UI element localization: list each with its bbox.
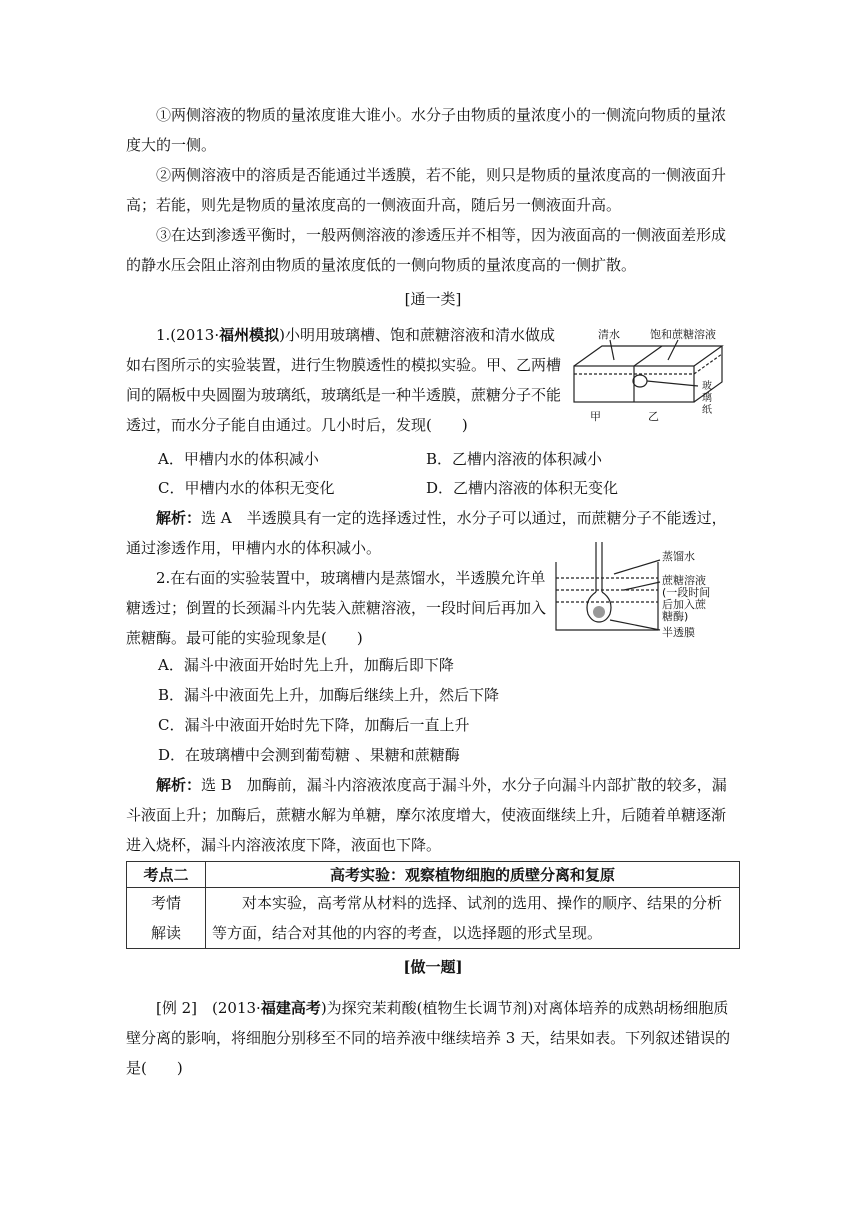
intro-paragraph-3: ③在达到渗透平衡时，一般两侧溶液的渗透压并不相等，因为液面高的一侧液面差形成的静水压会阻止溶剂由物质的量浓度低的一侧向物质的量浓度高的一侧扩散。 — [126, 226, 727, 274]
question-2-option-a: A．漏斗中液面开始时先上升，加酶后即下降 — [158, 656, 454, 674]
fig1-label-paper-3: 纸 — [702, 405, 712, 416]
question-1-option-c: C．甲槽内水的体积无变化 — [158, 479, 335, 497]
question-2-analysis — [126, 770, 740, 860]
question-1-option-a: A．甲槽内水的体积减小 — [158, 450, 319, 468]
fig1-label-paper-2: 璃 — [702, 393, 712, 404]
fig1-label-yi: 乙 — [648, 410, 659, 423]
fig1-label-paper-1: 玻 — [702, 381, 712, 392]
fig2-label-sucrose-3: 后加入蔗 — [662, 598, 706, 611]
question-1-analysis-label: 解析： — [156, 509, 202, 527]
question-2-analysis-text: 选 B 加酶前，漏斗内溶液浓度高于漏斗外，水分子向漏斗内部扩散的较多，漏斗液面上升；加酶后，蔗糖水解为单糖，摩尔浓度增大，使液面继续上升，后随着单糖逐渐进入烧杯，漏斗内溶液浓度下降，液面也下降。 — [126, 776, 727, 854]
exam-analysis-side-1: 考情 — [150, 894, 181, 912]
exam-point-label: 考点二 — [127, 862, 206, 888]
fig1-label-sucrose: 饱和蔗糖溶液 — [650, 328, 716, 341]
question-2-option-b: B．漏斗中液面先上升，加酶后继续上升，然后下降 — [158, 686, 500, 704]
question-1-text: )小明用玻璃槽、饱和蔗糖溶液和清水做成如右图所示的实验装置，进行生物膜透性的模拟实验。甲、乙两槽间的隔板中央圆圈为玻璃纸，玻璃纸是一种半透膜，蔗糖分子不能透过，而水分子能自由通过。几小时后，发现( ) — [126, 326, 562, 434]
question-1-option-b: B．乙槽内溶液的体积减小 — [426, 450, 603, 468]
fig1-label-jia: 甲 — [590, 410, 601, 423]
example-2-source: 福建高考 — [260, 999, 321, 1017]
question-1-prefix: 1.(2013· — [156, 326, 220, 344]
intro-paragraph-1: ①两侧溶液的物质的量浓度谁大谁小。水分子由物质的量浓度小的一侧流向物质的量浓度大的一侧。 — [126, 106, 727, 154]
example-2-prefix: [例 2] (2013· — [156, 999, 261, 1017]
question-1-stem — [126, 320, 566, 440]
fig2-label-sucrose-1: 蔗糖溶液 — [662, 574, 706, 587]
example-2-stem — [126, 993, 740, 1083]
question-1-source: 福州模拟 — [219, 326, 280, 344]
question-1-analysis-text: 选 A 半透膜具有一定的选择透过性，水分子可以通过，而蔗糖分子不能透过，通过渗透作用，甲槽内水的体积减小。 — [126, 509, 727, 557]
exam-analysis-content: 对本实验，高考常从材料的选择、试剂的选用、操作的顺序、结果的分析等方面，结合对其他的内容的考查，以选择题的形式呈现。 — [206, 888, 740, 949]
exam-analysis-side-2: 解读 — [150, 924, 181, 942]
figure-glass-trough — [568, 326, 748, 426]
figure-funnel-apparatus — [548, 540, 748, 640]
fig2-label-sucrose-2: (一段时间 — [662, 586, 711, 599]
question-2-option-d: D．在玻璃槽中会测到葡萄糖 、果糖和蔗糖酶 — [158, 746, 460, 764]
fig1-label-water: 清水 — [598, 328, 620, 341]
fig2-label-distilled: 蒸馏水 — [662, 550, 695, 563]
fig2-label-membrane: 半透膜 — [662, 626, 695, 639]
section-heading-zuoyiti: [做一题] — [403, 958, 463, 976]
section-heading-tongyilei: [通一类] — [404, 290, 462, 308]
fig2-label-sucrose-4: 糖酶) — [662, 610, 689, 623]
question-1-option-d: D．乙槽内溶液的体积无变化 — [426, 479, 619, 497]
exam-point-table — [126, 861, 740, 949]
exam-analysis-side — [127, 888, 206, 949]
question-2-stem: 2.在右面的实验装置中，玻璃槽内是蒸馏水，半透膜允许单糖透过；倒置的长颈漏斗内先装入蔗糖溶液，一段时间后再加入蔗糖酶。最可能的实验现象是( ) — [126, 569, 547, 647]
intro-paragraph-2: ②两侧溶液中的溶质是否能通过半透膜，若不能，则只是物质的量浓度高的一侧液面升高；若能，则先是物质的量浓度高的一侧液面升高，随后另一侧液面升高。 — [126, 166, 727, 214]
exam-point-title: 高考实验：观察植物细胞的质壁分离和复原 — [206, 862, 740, 888]
question-2-option-c: C．漏斗中液面开始时先下降，加酶后一直上升 — [158, 716, 470, 734]
question-2-analysis-label: 解析： — [156, 776, 202, 794]
example-2-text: )为探究茉莉酸(植物生长调节剂)对离体培养的成熟胡杨细胞质壁分离的影响，将细胞分别移至不同的培养液中继续培养 3 天，结果如表。下列叙述错误的是( ) — [126, 999, 731, 1077]
